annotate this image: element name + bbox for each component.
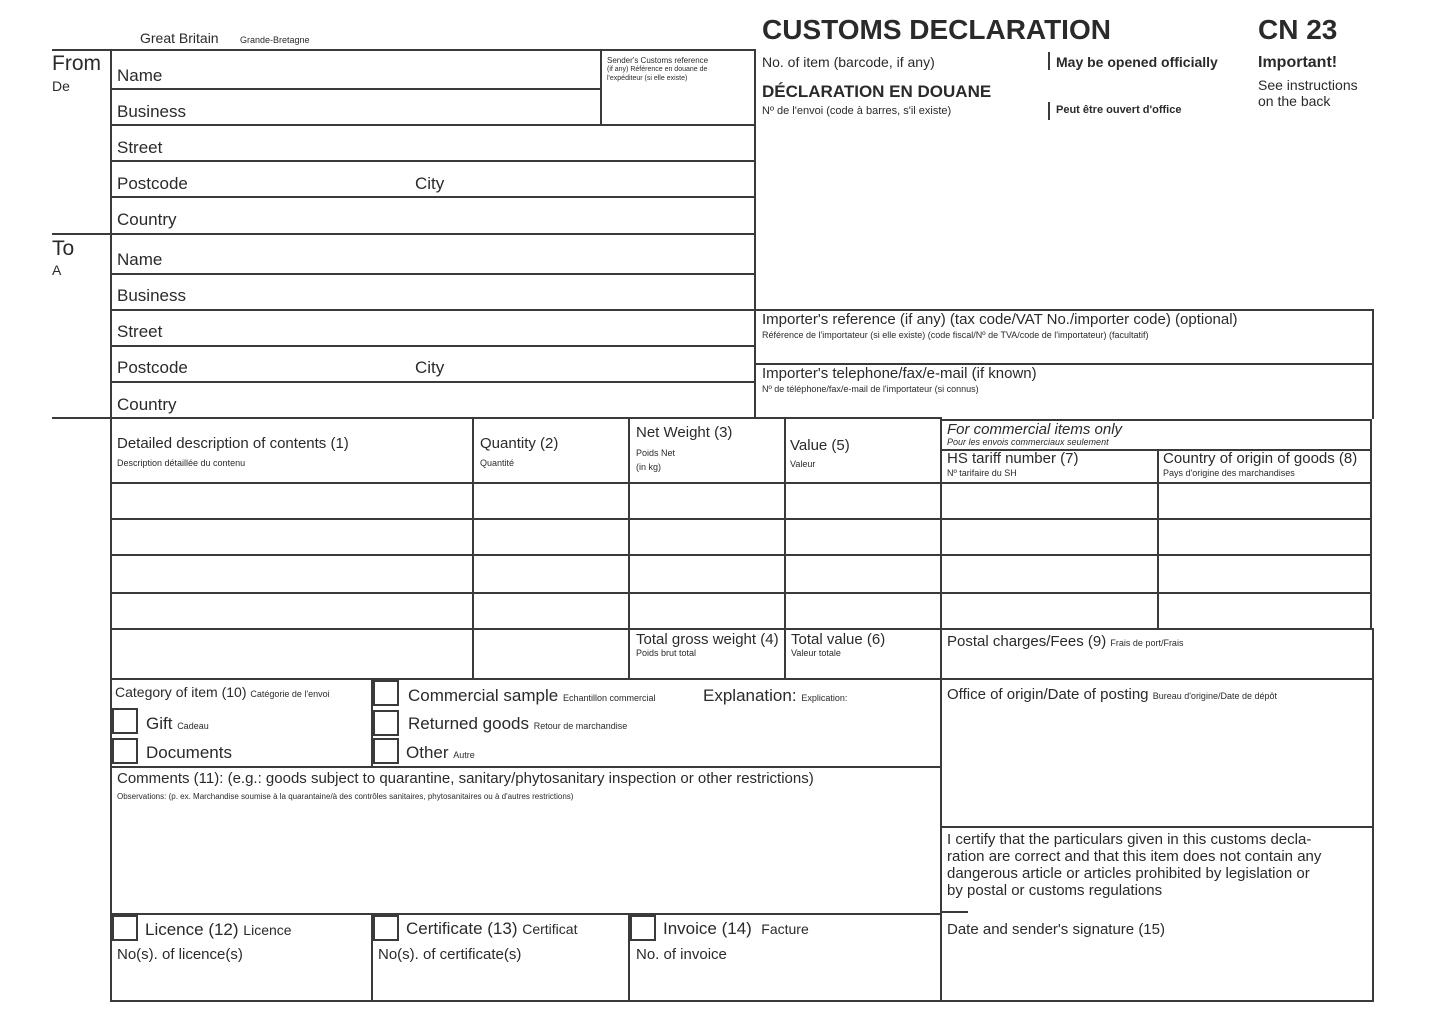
rule (110, 124, 756, 126)
sender-city-field[interactable]: City (415, 174, 445, 193)
explanation-text: Explanation: (703, 686, 797, 705)
rule (110, 766, 942, 768)
explanation-text-fr: Explication: (801, 693, 848, 703)
explanation-label (703, 686, 847, 706)
category-label (115, 684, 330, 700)
invoice-text: Invoice (14) (663, 919, 752, 938)
returned-goods-text: Returned goods (408, 714, 529, 733)
see-instructions: See instructions (1258, 77, 1358, 93)
sender-customs-ref-label: Sender's Customs reference (607, 56, 709, 65)
form-title-fr: DÉCLARATION EN DOUANE (762, 82, 992, 101)
rule (110, 678, 1374, 680)
commercial-sample-checkbox[interactable] (373, 680, 399, 706)
col-hs-tariff-header-fr: Nº tarifaire du SH (947, 468, 1017, 478)
invoice-text-fr: Facture (761, 921, 809, 937)
documents-label: Documents (146, 743, 232, 762)
signature-field[interactable] (944, 942, 1370, 1000)
importer-reference-label-fr: Référence de l'importateur (si elle existe) (code fiscal/Nº de TVA/code de l'importateur) (facultatif) (762, 330, 1149, 340)
addressee-country-field[interactable]: Country (117, 395, 177, 414)
other-label (406, 743, 475, 763)
col-net-weight-header-fr: Poids Net (636, 448, 676, 458)
commercial-items-header: For commercial items only (947, 421, 1123, 438)
rule (110, 309, 756, 311)
country-name: Great Britain (140, 30, 219, 46)
rule (1370, 419, 1372, 629)
licence-text-fr: Licence (243, 922, 292, 938)
rule (110, 913, 942, 915)
addressee-name-field[interactable]: Name (117, 250, 163, 269)
from-label-fr: De (52, 78, 70, 94)
sender-name-field[interactable]: Name (117, 66, 163, 85)
gift-checkbox[interactable] (112, 708, 138, 734)
table-row[interactable] (112, 484, 940, 518)
certification-line: I certify that the particulars given in this customs decla- (947, 831, 1312, 848)
to-label: To (52, 237, 75, 260)
item-number-label-fr: Nº de l'envoi (code à barres, s'il existe) (762, 105, 952, 117)
documents-checkbox[interactable] (112, 738, 138, 764)
sender-street-field[interactable]: Street (117, 138, 163, 157)
rule (52, 233, 756, 235)
total-gross-weight-label: Total gross weight (4) (636, 631, 779, 648)
col-value-header-fr: Valeur (790, 459, 816, 469)
office-origin-text-fr: Bureau d'origine/Date de dépôt (1152, 691, 1277, 701)
sender-postcode-field[interactable]: Postcode (117, 174, 188, 193)
other-text-fr: Autre (453, 750, 475, 760)
importer-contact-field[interactable]: Importer's telephone/fax/e-mail (if known) (762, 365, 1037, 382)
certification-line: ration are correct and that this item does not contain any (947, 848, 1322, 865)
licence-text: Licence (12) (145, 920, 239, 939)
gift-text-fr: Cadeau (177, 721, 209, 731)
office-origin-label (947, 686, 1277, 703)
certificate-label (406, 919, 577, 939)
returned-goods-label (408, 714, 627, 734)
divider (1048, 102, 1050, 120)
important-label: Important! (1258, 54, 1338, 71)
may-open-label-fr: Peut être ouvert d'office (1056, 104, 1182, 116)
commercial-sample-label (408, 686, 655, 706)
addressee-business-field[interactable]: Business (117, 286, 186, 305)
col-description-header-fr: Description détaillée du contenu (117, 458, 246, 468)
rule (1157, 449, 1159, 629)
invoice-number-field[interactable]: No. of invoice (636, 946, 727, 963)
country-name-fr: Grande-Bretagne (240, 35, 310, 45)
item-number-label: No. of item (barcode, if any) (762, 54, 935, 70)
may-open-label: May be opened officially (1056, 54, 1218, 70)
category-text: Category of item (10) (115, 684, 247, 700)
table-row[interactable] (112, 556, 940, 592)
licence-number-field[interactable]: No(s). of licence(s) (117, 946, 243, 963)
rule (1372, 628, 1374, 1002)
certificate-text: Certificate (13) (406, 919, 518, 938)
addressee-postcode-field[interactable]: Postcode (117, 358, 188, 377)
col-origin-header: Country of origin of goods (8) (1163, 450, 1358, 467)
invoice-label (663, 919, 809, 939)
sender-country-field[interactable]: Country (117, 210, 177, 229)
col-quantity-header: Quantity (2) (480, 435, 559, 452)
sender-customs-ref-label-3: l'expéditeur (si elle existe) (607, 75, 688, 82)
table-row[interactable] (112, 594, 940, 628)
gift-label (146, 714, 209, 734)
comments-label: Comments (11): (e.g.: goods subject to quarantine, sanitary/phytosanitary inspection or other restrictions) (117, 770, 814, 787)
total-gross-weight-label-fr: Poids brut total (636, 648, 697, 658)
from-label: From (52, 52, 101, 75)
sender-business-field[interactable]: Business (117, 102, 186, 121)
rule (110, 381, 756, 383)
gift-text: Gift (146, 714, 173, 733)
licence-label (145, 920, 292, 940)
col-origin-header-fr: Pays d'origine des marchandises (1163, 468, 1295, 478)
col-quantity-header-fr: Quantité (480, 458, 515, 468)
postal-charges-text: Postal charges/Fees (9) (947, 633, 1107, 650)
rule (52, 417, 942, 419)
rule (110, 160, 756, 162)
rule (52, 49, 756, 51)
commercial-sample-text: Commercial sample (408, 686, 559, 705)
certificate-text-fr: Certificat (522, 921, 578, 937)
rule (110, 273, 756, 275)
col-description-header: Detailed description of contents (1) (117, 435, 349, 452)
col-net-weight-header: Net Weight (3) (636, 424, 733, 441)
total-value-label: Total value (6) (791, 631, 886, 648)
rule (110, 196, 756, 198)
col-value-header: Value (5) (790, 437, 850, 454)
signature-label: Date and sender's signature (15) (947, 921, 1165, 938)
to-label-fr: A (52, 262, 62, 278)
rule (942, 911, 968, 913)
invoice-checkbox[interactable] (630, 915, 656, 941)
divider (1048, 52, 1050, 70)
col-net-weight-unit: (in kg) (636, 462, 662, 472)
comments-label-fr: Observations: (p. ex. Marchandise soumise à la quarantaine/à des contrôles sanitaires, phytosanitaires ou à d'autres restrictions) (117, 792, 574, 801)
returned-goods-text-fr: Retour de marchandise (533, 721, 628, 731)
postal-charges-label (947, 633, 1183, 650)
rule (110, 1000, 1374, 1002)
certificate-checkbox[interactable] (373, 915, 399, 941)
importer-reference-field[interactable]: Importer's reference (if any) (tax code/VAT No./importer code) (optional) (762, 311, 1238, 328)
other-text: Other (406, 743, 449, 762)
rule (600, 49, 602, 125)
certificate-number-field[interactable]: No(s). of certificate(s) (378, 946, 522, 963)
certification-text (947, 831, 1321, 899)
category-text-fr: Catégorie de l'envoi (250, 689, 330, 699)
commercial-sample-text-fr: Echantillon commercial (562, 693, 656, 703)
rule (110, 628, 1374, 630)
rule (110, 345, 756, 347)
total-value-label-fr: Valeur totale (791, 648, 841, 658)
postal-charges-text-fr: Frais de port/Frais (1110, 638, 1184, 648)
certification-line: by postal or customs regulations (947, 882, 1163, 899)
rule (110, 88, 600, 90)
addressee-city-field[interactable]: City (415, 358, 445, 377)
rule (940, 826, 1374, 828)
rule (1372, 309, 1374, 419)
col-hs-tariff-header: HS tariff number (7) (947, 450, 1079, 467)
commercial-items-header-fr: Pour les envois commerciaux seulement (947, 437, 1109, 447)
office-origin-field[interactable] (944, 704, 1370, 824)
importer-contact-label-fr: Nº de téléphone/fax/e-mail de l'importateur (si connus) (762, 384, 979, 394)
comments-field[interactable] (112, 808, 938, 912)
licence-checkbox[interactable] (112, 915, 138, 941)
sender-customs-ref-label-2: (if any) Référence en douane de (607, 66, 708, 73)
form-code: CN 23 (1258, 14, 1338, 45)
table-row[interactable] (112, 520, 940, 554)
other-checkbox[interactable] (373, 738, 399, 764)
see-instructions-back: on the back (1258, 93, 1331, 109)
certification-line: dangerous article or articles prohibited by legislation or (947, 865, 1310, 882)
returned-goods-checkbox[interactable] (373, 710, 399, 736)
form-title: CUSTOMS DECLARATION (762, 14, 1111, 45)
office-origin-text: Office of origin/Date of posting (947, 686, 1149, 703)
addressee-street-field[interactable]: Street (117, 322, 163, 341)
